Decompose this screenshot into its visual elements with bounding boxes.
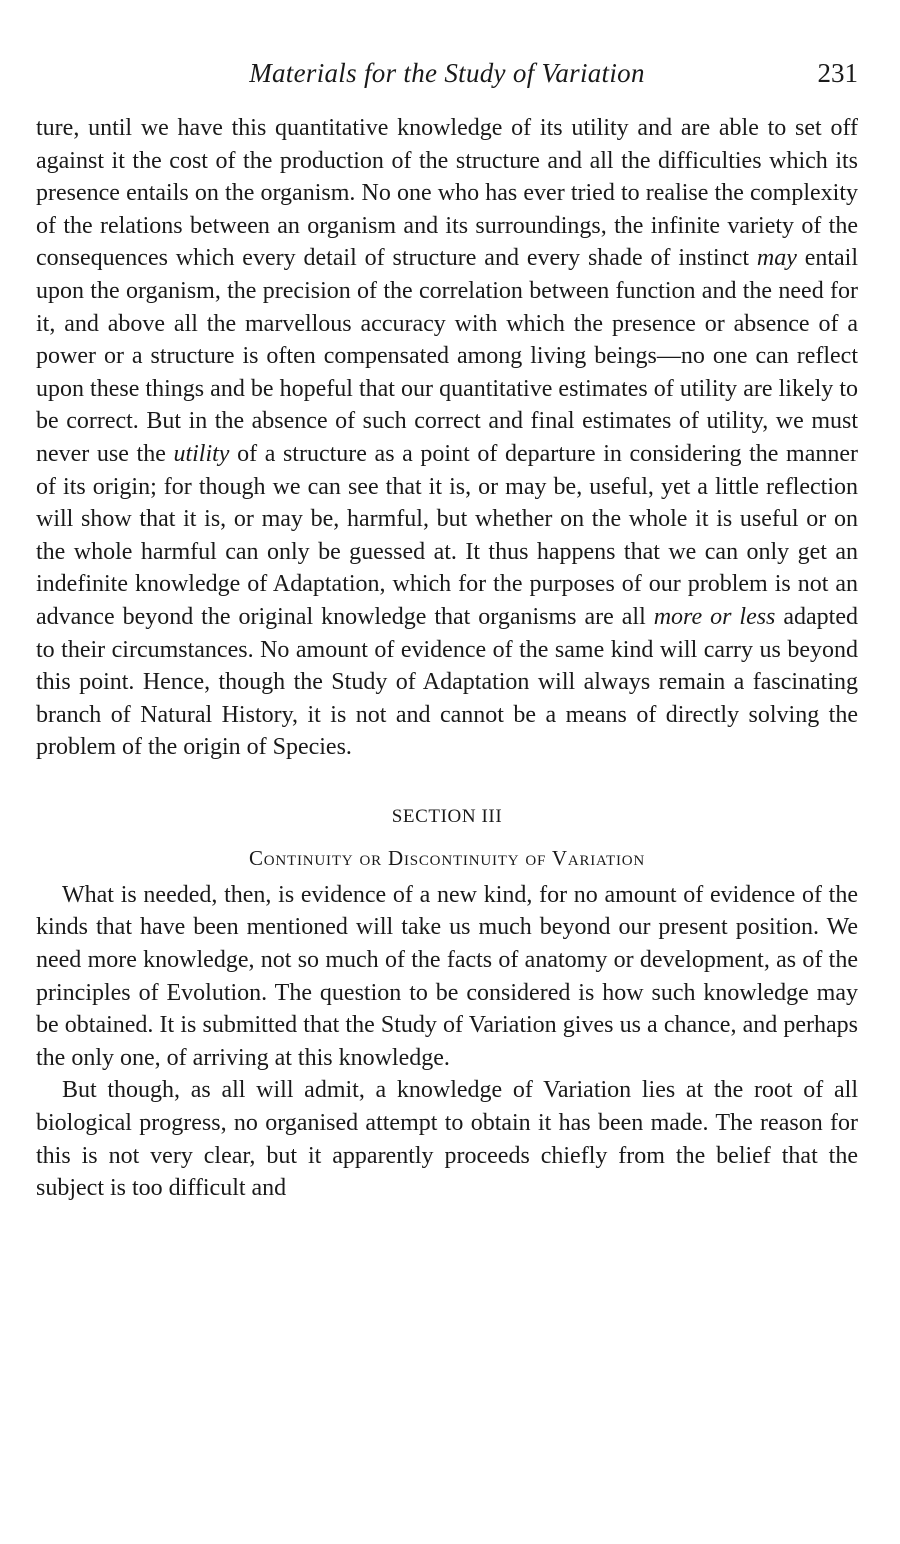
paragraph-new-evidence: What is needed, then, is evidence of a new kind, for no amount of evidence of the kinds that have been mentioned will take us much beyond our present position. We need more knowledge, not so much of the facts of anatomy or development, as of the principles of Evolution. The question to be considered is how such knowledge may be obtained. It is submitted that the Study of Variation gives us a chance, and perhaps the only one, of arriving at this knowledge. <box>36 881 858 1071</box>
paragraph-knowledge-of-variation: But though, as all will admit, a knowledge of Variation lies at the root of all biological progress, no organised attempt to obtain it has been made. The reason for this is not very clear, but it apparently proceeds chiefly from the belief that the subject is too difficult and <box>36 1077 858 1202</box>
emphasis-more-or-less: more or less <box>653 603 776 630</box>
running-header <box>36 56 858 100</box>
text-run: of a structure as a point of departure in considering the manner of its origin; for though we can see that it is, or may be, useful, yet a little reflection will show that it is, or may be, harmful, but whether on the whole it is useful or on the whole harmful can only be guessed at. It thus happens that we can only get an indefinite knowledge of Adaptation, which for the purposes of our problem is not an advance beyond the original knowledge that organisms are all <box>36 440 858 630</box>
emphasis-may: may <box>756 245 797 272</box>
text-run: entail upon the organism, the precision of the correlation between function and the need for it, and above all the marvellous accuracy with which the presence or absence of a power or a structure is often compensated among living beings—no one can reflect upon these things and be hopeful that our quantitative estimates of utility are likely to be correct. But in the absence of such correct and final estimates of utility, we must never use the <box>36 245 859 467</box>
section-label: SECTION III <box>391 805 503 827</box>
book-page <box>36 56 858 1205</box>
text-run: adapted to their circumstances. No amount of evidence of the same kind will carry us beyond this point. Hence, though the Study of Adaptation will always remain a fascinating branch of Natural History, it is not and cannot be a means of directly solving the problem of the origin of Species. <box>36 603 858 761</box>
emphasis-utility: utility <box>173 440 230 467</box>
running-title: Materials for the Study of Variation <box>249 58 645 88</box>
page-number: 231 <box>817 58 858 88</box>
section-title: Continuity or Discontinuity of Variation <box>248 845 646 870</box>
paragraph-utility <box>36 112 858 764</box>
text-run: ture, until we have this quantitative knowledge of its utility and are able to set off against it the cost of the production of the structure and all the difficulties which its presence entails on the organism. No one who has ever tried to realise the complexity of the relations between an organism and its surroundings, the infinite variety of the consequences which every detail of structure and every shade of instinct <box>36 115 858 272</box>
